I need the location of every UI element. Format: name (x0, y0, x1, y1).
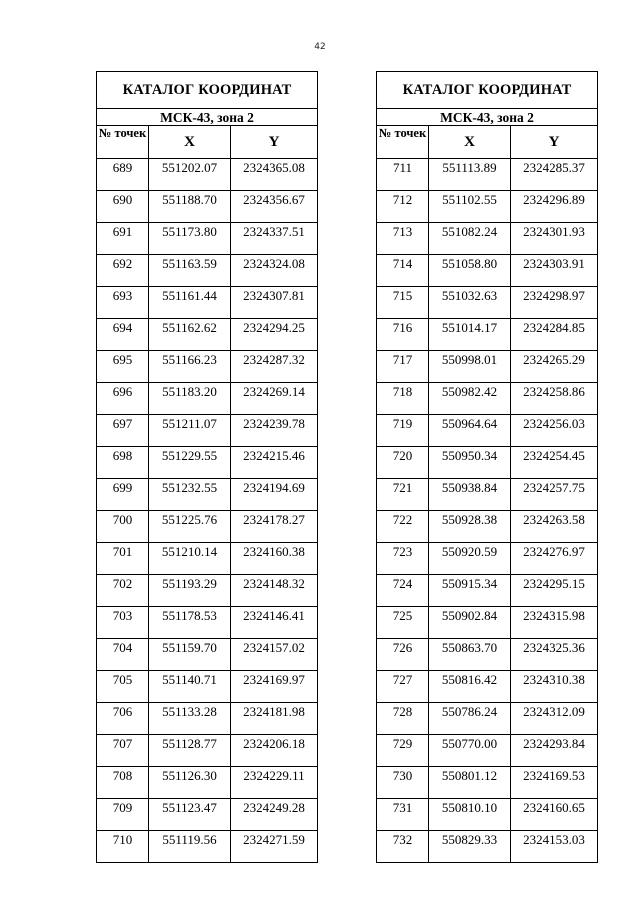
point-number-cell: 698 (97, 447, 149, 479)
y-coordinate-cell: 2324169.97 (231, 671, 318, 703)
table-row (97, 447, 318, 479)
table-row (377, 575, 598, 607)
table-row (377, 383, 598, 415)
x-coordinate-cell: 550998.01 (429, 351, 511, 383)
point-number-cell: 721 (377, 479, 429, 511)
table-row (97, 799, 318, 831)
point-number-cell: 732 (377, 831, 429, 863)
y-coordinate-cell: 2324160.65 (511, 799, 598, 831)
x-coordinate-cell: 550915.34 (429, 575, 511, 607)
x-coordinate-cell: 550902.84 (429, 607, 511, 639)
y-coordinate-cell: 2324263.58 (511, 511, 598, 543)
table-body (97, 159, 318, 863)
point-number-cell: 726 (377, 639, 429, 671)
x-coordinate-cell: 551102.55 (429, 191, 511, 223)
point-number-cell: 719 (377, 415, 429, 447)
x-coordinate-cell: 551113.89 (429, 159, 511, 191)
table-row (377, 351, 598, 383)
table-row (97, 351, 318, 383)
point-number-cell: 714 (377, 255, 429, 287)
x-coordinate-cell: 551229.55 (149, 447, 231, 479)
point-number-cell: 720 (377, 447, 429, 479)
x-coordinate-cell: 551178.53 (149, 607, 231, 639)
table-row (377, 703, 598, 735)
table-row (377, 159, 598, 191)
point-number-cell: 691 (97, 223, 149, 255)
table-row (377, 223, 598, 255)
point-number-cell: 731 (377, 799, 429, 831)
table-row (97, 479, 318, 511)
y-coordinate-cell: 2324178.27 (231, 511, 318, 543)
point-number-cell: 730 (377, 767, 429, 799)
x-coordinate-cell: 551183.20 (149, 383, 231, 415)
y-coordinate-cell: 2324239.78 (231, 415, 318, 447)
y-coordinate-cell: 2324181.98 (231, 703, 318, 735)
y-coordinate-cell: 2324160.38 (231, 543, 318, 575)
y-coordinate-cell: 2324293.84 (511, 735, 598, 767)
table-row (97, 607, 318, 639)
table-row (377, 831, 598, 863)
x-coordinate-cell: 551211.07 (149, 415, 231, 447)
point-number-cell: 699 (97, 479, 149, 511)
point-number-cell: 689 (97, 159, 149, 191)
x-coordinate-cell: 550786.24 (429, 703, 511, 735)
point-number-cell: 717 (377, 351, 429, 383)
x-coordinate-cell: 551133.28 (149, 703, 231, 735)
x-coordinate-cell: 551140.71 (149, 671, 231, 703)
x-coordinate-cell: 551119.56 (149, 831, 231, 863)
x-coordinate-cell: 550770.00 (429, 735, 511, 767)
column-header-point-number: № точек (377, 126, 429, 159)
y-coordinate-cell: 2324301.93 (511, 223, 598, 255)
coordinate-catalog-table-left (96, 71, 318, 863)
x-coordinate-cell: 551123.47 (149, 799, 231, 831)
table-row (97, 383, 318, 415)
y-coordinate-cell: 2324146.41 (231, 607, 318, 639)
point-number-cell: 724 (377, 575, 429, 607)
table-row (377, 319, 598, 351)
y-coordinate-cell: 2324215.46 (231, 447, 318, 479)
column-header-x: X (429, 126, 511, 159)
table-row (97, 575, 318, 607)
y-coordinate-cell: 2324258.86 (511, 383, 598, 415)
y-coordinate-cell: 2324276.97 (511, 543, 598, 575)
point-number-cell: 692 (97, 255, 149, 287)
point-number-cell: 703 (97, 607, 149, 639)
coordinate-catalog-table-right (376, 71, 598, 863)
page-number: 42 (314, 42, 326, 52)
table-row (377, 799, 598, 831)
table-row (377, 671, 598, 703)
y-coordinate-cell: 2324249.28 (231, 799, 318, 831)
table-row (97, 415, 318, 447)
y-coordinate-cell: 2324265.29 (511, 351, 598, 383)
table-row (377, 287, 598, 319)
x-coordinate-cell: 551014.17 (429, 319, 511, 351)
x-coordinate-cell: 551232.55 (149, 479, 231, 511)
y-coordinate-cell: 2324315.98 (511, 607, 598, 639)
x-coordinate-cell: 551058.80 (429, 255, 511, 287)
x-coordinate-cell: 551032.63 (429, 287, 511, 319)
table-row (377, 191, 598, 223)
point-number-cell: 725 (377, 607, 429, 639)
point-number-cell: 701 (97, 543, 149, 575)
y-coordinate-cell: 2324148.32 (231, 575, 318, 607)
x-coordinate-cell: 551163.59 (149, 255, 231, 287)
x-coordinate-cell: 550928.38 (429, 511, 511, 543)
y-coordinate-cell: 2324365.08 (231, 159, 318, 191)
point-number-cell: 697 (97, 415, 149, 447)
y-coordinate-cell: 2324229.11 (231, 767, 318, 799)
x-coordinate-cell: 551202.07 (149, 159, 231, 191)
x-coordinate-cell: 551126.30 (149, 767, 231, 799)
table-row (97, 255, 318, 287)
point-number-cell: 716 (377, 319, 429, 351)
table-row (97, 319, 318, 351)
point-number-cell: 708 (97, 767, 149, 799)
point-number-cell: 711 (377, 159, 429, 191)
y-coordinate-cell: 2324307.81 (231, 287, 318, 319)
catalog-title: КАТАЛОГ КООРДИНАТ (377, 72, 598, 109)
y-coordinate-cell: 2324271.59 (231, 831, 318, 863)
point-number-cell: 718 (377, 383, 429, 415)
point-number-cell: 723 (377, 543, 429, 575)
y-coordinate-cell: 2324356.67 (231, 191, 318, 223)
point-number-cell: 700 (97, 511, 149, 543)
x-coordinate-cell: 551161.44 (149, 287, 231, 319)
point-number-cell: 696 (97, 383, 149, 415)
x-coordinate-cell: 550982.42 (429, 383, 511, 415)
point-number-cell: 729 (377, 735, 429, 767)
table-row (97, 287, 318, 319)
x-coordinate-cell: 550964.64 (429, 415, 511, 447)
y-coordinate-cell: 2324296.89 (511, 191, 598, 223)
table-row (377, 767, 598, 799)
table-row (97, 511, 318, 543)
table-body (377, 159, 598, 863)
y-coordinate-cell: 2324257.75 (511, 479, 598, 511)
x-coordinate-cell: 550863.70 (429, 639, 511, 671)
coordinate-system-label: МСК-43, зона 2 (377, 109, 598, 126)
y-coordinate-cell: 2324256.03 (511, 415, 598, 447)
point-number-cell: 712 (377, 191, 429, 223)
y-coordinate-cell: 2324295.15 (511, 575, 598, 607)
point-number-cell: 694 (97, 319, 149, 351)
point-number-cell: 728 (377, 703, 429, 735)
point-number-cell: 690 (97, 191, 149, 223)
y-coordinate-cell: 2324153.03 (511, 831, 598, 863)
x-coordinate-cell: 551225.76 (149, 511, 231, 543)
table-row (377, 447, 598, 479)
table-row (377, 639, 598, 671)
x-coordinate-cell: 551173.80 (149, 223, 231, 255)
point-number-cell: 706 (97, 703, 149, 735)
y-coordinate-cell: 2324169.53 (511, 767, 598, 799)
point-number-cell: 695 (97, 351, 149, 383)
y-coordinate-cell: 2324310.38 (511, 671, 598, 703)
column-header-x: X (149, 126, 231, 159)
table-row (97, 735, 318, 767)
table-row (97, 639, 318, 671)
x-coordinate-cell: 550816.42 (429, 671, 511, 703)
table-row (377, 415, 598, 447)
table-row (97, 703, 318, 735)
column-header-y: Y (511, 126, 598, 159)
point-number-cell: 727 (377, 671, 429, 703)
x-coordinate-cell: 550938.84 (429, 479, 511, 511)
table-row (97, 191, 318, 223)
x-coordinate-cell: 550920.59 (429, 543, 511, 575)
point-number-cell: 693 (97, 287, 149, 319)
table-row (377, 543, 598, 575)
point-number-cell: 704 (97, 639, 149, 671)
x-coordinate-cell: 550801.12 (429, 767, 511, 799)
table-row (377, 255, 598, 287)
point-number-cell: 715 (377, 287, 429, 319)
column-header-y: Y (231, 126, 318, 159)
y-coordinate-cell: 2324298.97 (511, 287, 598, 319)
x-coordinate-cell: 551082.24 (429, 223, 511, 255)
table-row (377, 735, 598, 767)
y-coordinate-cell: 2324284.85 (511, 319, 598, 351)
table-row (97, 767, 318, 799)
x-coordinate-cell: 551166.23 (149, 351, 231, 383)
table-row (97, 831, 318, 863)
point-number-cell: 702 (97, 575, 149, 607)
x-coordinate-cell: 551188.70 (149, 191, 231, 223)
table-row (97, 159, 318, 191)
y-coordinate-cell: 2324194.69 (231, 479, 318, 511)
table-row (377, 607, 598, 639)
y-coordinate-cell: 2324206.18 (231, 735, 318, 767)
point-number-cell: 707 (97, 735, 149, 767)
y-coordinate-cell: 2324254.45 (511, 447, 598, 479)
y-coordinate-cell: 2324324.08 (231, 255, 318, 287)
x-coordinate-cell: 551162.62 (149, 319, 231, 351)
y-coordinate-cell: 2324312.09 (511, 703, 598, 735)
y-coordinate-cell: 2324325.36 (511, 639, 598, 671)
x-coordinate-cell: 551210.14 (149, 543, 231, 575)
table-row (377, 479, 598, 511)
y-coordinate-cell: 2324337.51 (231, 223, 318, 255)
x-coordinate-cell: 550829.33 (429, 831, 511, 863)
y-coordinate-cell: 2324269.14 (231, 383, 318, 415)
column-header-point-number: № точек (97, 126, 149, 159)
point-number-cell: 722 (377, 511, 429, 543)
x-coordinate-cell: 550950.34 (429, 447, 511, 479)
table-row (97, 543, 318, 575)
table-row (97, 223, 318, 255)
x-coordinate-cell: 551193.29 (149, 575, 231, 607)
x-coordinate-cell: 550810.10 (429, 799, 511, 831)
y-coordinate-cell: 2324287.32 (231, 351, 318, 383)
y-coordinate-cell: 2324303.91 (511, 255, 598, 287)
y-coordinate-cell: 2324294.25 (231, 319, 318, 351)
point-number-cell: 705 (97, 671, 149, 703)
table-row (97, 671, 318, 703)
coordinate-system-label: МСК-43, зона 2 (97, 109, 318, 126)
y-coordinate-cell: 2324157.02 (231, 639, 318, 671)
point-number-cell: 710 (97, 831, 149, 863)
catalog-title: КАТАЛОГ КООРДИНАТ (97, 72, 318, 109)
table-row (377, 511, 598, 543)
point-number-cell: 709 (97, 799, 149, 831)
y-coordinate-cell: 2324285.37 (511, 159, 598, 191)
x-coordinate-cell: 551128.77 (149, 735, 231, 767)
point-number-cell: 713 (377, 223, 429, 255)
x-coordinate-cell: 551159.70 (149, 639, 231, 671)
